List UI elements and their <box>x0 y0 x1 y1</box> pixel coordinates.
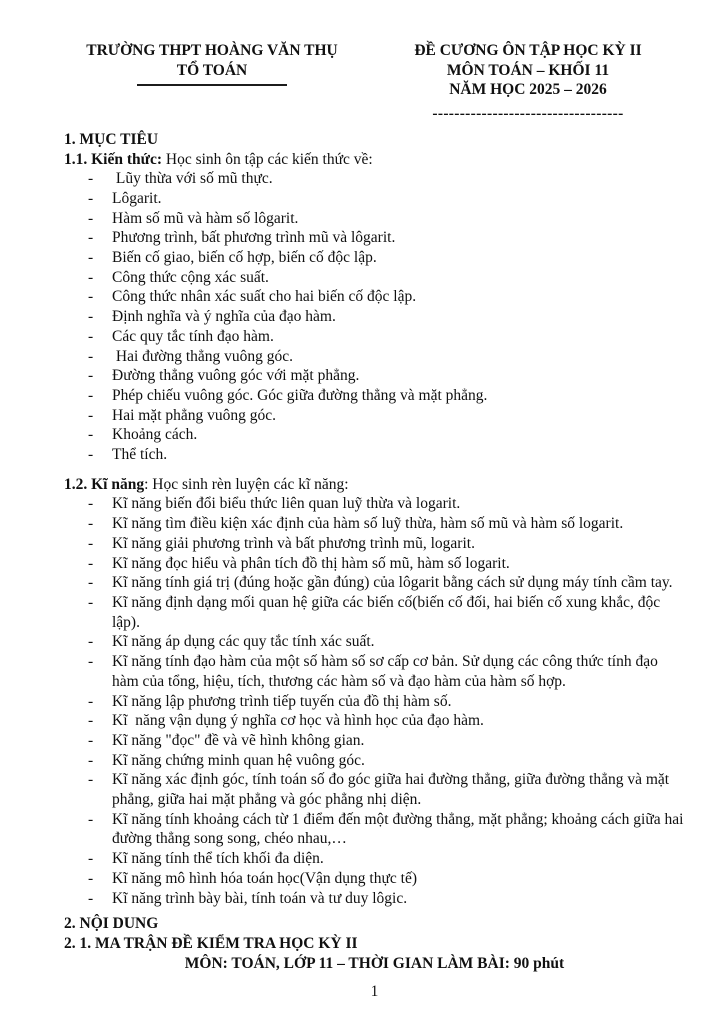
document-body <box>0 124 725 974</box>
list-item <box>64 889 685 909</box>
list-item-text: Hai mặt phẳng vuông góc. <box>112 406 277 424</box>
bullet-dash: - <box>88 170 94 188</box>
list-item <box>64 209 685 229</box>
list-item-text: Đường thẳng vuông góc với mặt phẳng. <box>112 367 360 385</box>
list-item <box>64 534 685 554</box>
bullet-dash: - <box>88 347 94 365</box>
list-item-text: Kĩ năng trình bày bài, tính toán và tư duy lôgic. <box>112 889 408 907</box>
bullet-dash: - <box>88 633 94 651</box>
list-item <box>64 514 685 534</box>
list-item-text: Công thức cộng xác suất. <box>112 268 269 286</box>
list-item <box>64 445 685 465</box>
bullet-dash: - <box>88 515 94 533</box>
section-2-1-heading: 2. 1. MA TRẬN ĐỀ KIỂM TRA HỌC KỲ II <box>64 934 358 952</box>
skills-lead <box>64 475 685 495</box>
list-item-text: Định nghĩa và ý nghĩa của đạo hàm. <box>112 308 336 326</box>
list-item <box>64 327 685 347</box>
list-item-text: Hàm số mũ và hàm số lôgarit. <box>112 209 299 227</box>
title-block <box>409 41 647 124</box>
list-item-text: Biến cố giao, biến cố hợp, biến cố độc lập. <box>112 249 377 267</box>
bullet-dash: - <box>88 731 94 749</box>
list-item <box>64 810 688 849</box>
section-2-heading: 2. NỘI DUNG <box>64 915 159 933</box>
bullet-dash: - <box>88 495 94 513</box>
skills-intro: : Học sinh rèn luyện các kĩ năng: <box>144 475 349 493</box>
bullet-dash: - <box>88 406 94 424</box>
list-item-text: Kĩ năng chứng minh quan hệ vuông góc. <box>112 751 365 769</box>
list-item <box>64 494 685 514</box>
skills-list <box>64 494 688 908</box>
list-item <box>64 731 685 751</box>
list-item <box>64 593 685 632</box>
knowledge-intro: Học sinh ôn tập các kiến thức về: <box>162 150 373 168</box>
list-item <box>64 287 685 307</box>
document-header <box>0 0 725 124</box>
list-item-text: Kĩ năng định dạng mối quan hệ giữa các biến cố(biến cố đối, hai biến cố xung khắc, độc lập). <box>112 593 665 631</box>
bullet-dash: - <box>88 712 94 730</box>
bullet-dash: - <box>88 653 94 671</box>
list-item <box>64 268 685 288</box>
section-2 <box>64 914 685 973</box>
list-item <box>64 425 685 445</box>
list-item-text: Kĩ năng tính thể tích khối đa diện. <box>112 850 324 868</box>
bullet-dash: - <box>88 869 94 887</box>
bullet-dash: - <box>88 249 94 267</box>
list-item <box>64 751 685 771</box>
list-item-text: Công thức nhân xác suất cho hai biến cố độc lập. <box>112 288 417 306</box>
list-item-text: Kĩ năng giải phương trình và bất phương trình mũ, logarit. <box>112 534 475 552</box>
doc-title-line2: MÔN TOÁN – KHỐI 11 <box>446 61 610 79</box>
list-item-text: Kĩ năng tính đạo hàm của một số hàm số sơ cấp cơ bản. Sử dụng các công thức tính đạo hàm của tổng, hiệu, tích, thương các hàm số và đạo hàm của hàm số hợp. <box>112 653 662 690</box>
header-right-divider: ----------------------------------- <box>432 105 624 123</box>
list-item-text: Kĩ năng tính giá trị (đúng hoặc gần đúng) của lôgarit bằng cách sử dụng máy tính cầm tay. <box>112 574 673 592</box>
list-item-text: Kĩ năng "đọc" đề và vẽ hình không gian. <box>112 731 365 749</box>
bullet-dash: - <box>88 229 94 247</box>
bullet-dash: - <box>88 386 94 404</box>
list-item <box>64 573 685 593</box>
bullet-dash: - <box>88 308 94 326</box>
bullet-dash: - <box>88 850 94 868</box>
list-item-text: Phương trình, bất phương trình mũ và lôgarit. <box>112 229 396 247</box>
bullet-dash: - <box>88 751 94 769</box>
list-item <box>64 366 685 386</box>
list-item-text: Kĩ năng mô hình hóa toán học(Vận dụng thực tế) <box>112 869 417 887</box>
list-item <box>64 770 685 809</box>
bullet-dash: - <box>88 288 94 306</box>
section-1-heading: 1. MỤC TIÊU <box>64 130 159 148</box>
list-item-text: Kĩ năng biến đổi biểu thức liên quan luỹ thừa và logarit. <box>112 495 461 513</box>
list-item-text: Kĩ năng lập phương trình tiếp tuyến của đồ thị hàm số. <box>112 692 452 710</box>
knowledge-label: 1.1. Kiến thức: <box>64 150 162 168</box>
list-item <box>64 554 685 574</box>
list-item-text: Lôgarit. <box>112 189 162 207</box>
list-item <box>64 347 685 367</box>
bullet-dash: - <box>88 593 94 611</box>
bullet-dash: - <box>88 771 94 789</box>
list-item <box>64 849 685 869</box>
list-item-text: Thể tích. <box>112 446 168 464</box>
list-item-text: Phép chiếu vuông góc. Góc giữa đường thẳng và mặt phẳng. <box>112 386 488 404</box>
bullet-dash: - <box>88 692 94 710</box>
list-item <box>64 406 685 426</box>
list-item <box>64 652 685 691</box>
list-item-text: Lũy thừa với số mũ thực. <box>112 170 273 188</box>
list-item <box>64 169 685 189</box>
exam-info-line: MÔN: TOÁN, LỚP 11 – THỜI GIAN LÀM BÀI: 90 phút <box>184 954 565 972</box>
list-item-text: Kĩ năng vận dụng ý nghĩa cơ học và hình học của đạo hàm. <box>112 712 484 730</box>
list-item-text: Kĩ năng tính khoảng cách từ 1 điểm đến một đường thẳng, mặt phẳng; khoảng cách giữa hai đường thẳng song song, chéo nhau,… <box>112 810 688 848</box>
bullet-dash: - <box>88 268 94 286</box>
bullet-dash: - <box>88 327 94 345</box>
knowledge-lead <box>64 150 685 170</box>
bullet-dash: - <box>88 574 94 592</box>
list-item <box>64 189 685 209</box>
bullet-dash: - <box>88 426 94 444</box>
list-item <box>64 248 685 268</box>
bullet-dash: - <box>88 534 94 552</box>
list-item-text: Khoảng cách. <box>112 426 198 444</box>
skills-label: 1.2. Kĩ năng <box>64 475 145 493</box>
page-number: 1 <box>370 983 379 1001</box>
list-item-text: Kĩ năng xác định góc, tính toán số đo góc giữa hai đường thẳng, giữa đường thẳng và mặt phẳng, giữa hai mặt phẳng và góc phẳng nhị diện. <box>112 771 673 809</box>
bullet-dash: - <box>88 189 94 207</box>
list-item <box>64 228 685 248</box>
list-item <box>64 386 685 406</box>
department-name: TỔ TOÁN <box>176 61 248 79</box>
doc-title-line1: ĐỀ CƯƠNG ÔN TẬP HỌC KỲ II <box>414 42 642 59</box>
school-block <box>56 41 368 124</box>
list-item <box>64 692 685 712</box>
list-item-text: Kĩ năng tìm điều kiện xác định của hàm số luỹ thừa, hàm số mũ và hàm số logarit. <box>112 515 624 533</box>
knowledge-list <box>64 169 685 465</box>
bullet-dash: - <box>88 209 94 227</box>
bullet-dash: - <box>88 367 94 385</box>
list-item <box>64 869 685 889</box>
bullet-dash: - <box>88 810 94 828</box>
list-item-text: Kĩ năng đọc hiểu và phân tích đồ thị hàm số mũ, hàm số logarit. <box>112 554 510 572</box>
list-item <box>64 307 685 327</box>
school-name: TRƯỜNG THPT HOÀNG VĂN THỤ <box>86 42 338 59</box>
bullet-dash: - <box>88 889 94 907</box>
bullet-dash: - <box>88 446 94 464</box>
list-item <box>64 632 685 652</box>
header-left-underline <box>137 84 287 86</box>
list-item-text: Hai đường thẳng vuông góc. <box>112 347 294 365</box>
list-item <box>64 711 685 731</box>
doc-title-line3: NĂM HỌC 2025 – 2026 <box>449 81 607 99</box>
list-item-text: Kĩ năng áp dụng các quy tắc tính xác suất. <box>112 633 375 651</box>
list-item-text: Các quy tắc tính đạo hàm. <box>112 327 274 345</box>
bullet-dash: - <box>88 554 94 572</box>
